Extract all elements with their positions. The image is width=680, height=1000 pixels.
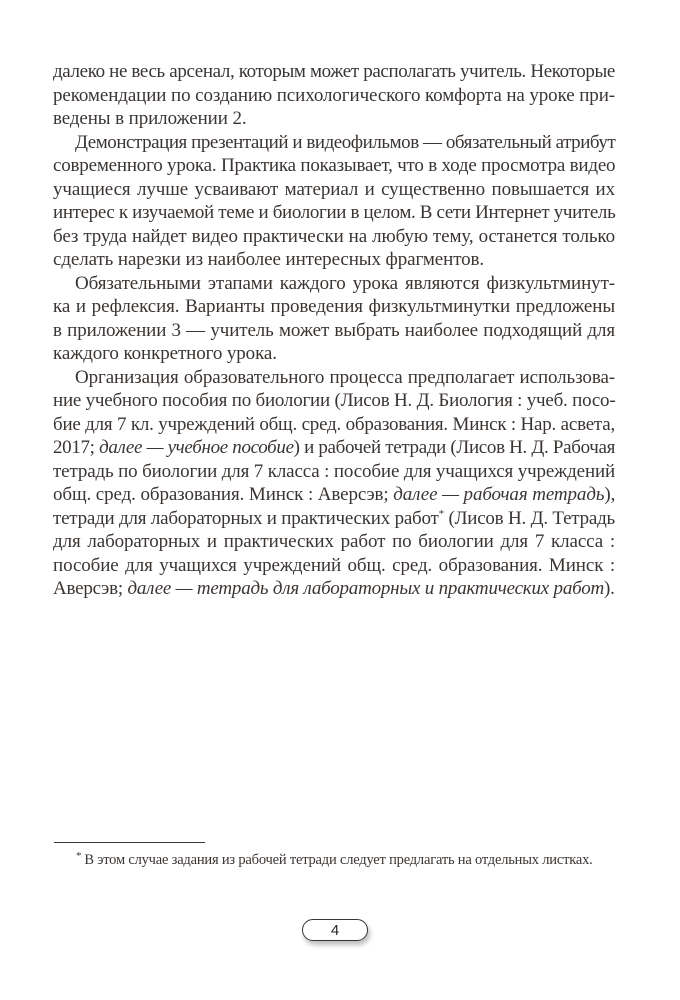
text-line [53,460,615,484]
text-line: в приложении 3 — учитель может выбрать наиболее подходящий для [53,319,615,341]
page-number-badge [302,919,368,941]
text-run: Организация образовательного процесса предполагает использова- [75,366,615,388]
text-line [53,389,615,413]
text-line [53,577,615,601]
text-line: интерес к изучаемой теме и биологии в целом. В сети Интернет учитель [53,202,616,223]
text-line: учащиеся лучше усваивают материал и существенно повышается их [53,178,615,200]
text-run: тетрадь по биологии для 7 класса : пособие для учащихся учреждений [53,460,616,482]
text-run: ). [604,578,615,599]
text-run: ), [604,484,616,505]
text-line: современного урока. Практика показывает, что в ходе просмотра видео [53,155,616,176]
text-line [53,530,615,554]
text-run: для лабораторных и практических работ по биологии для 7 класса : [53,531,615,552]
text-line: далеко не весь арсенал, которым может располагать учитель. Некоторые [53,61,615,82]
paragraph-2 [53,131,615,272]
footnote [76,850,616,870]
text-line: ка и рефлексия. Варианты проведения физкультминутки предложены [53,296,615,317]
text-run: пособие для учащихся учреждений общ. сред. образования. Минск : [53,554,615,576]
italic-run: далее — рабочая тетрадь [393,484,605,505]
text-run: тетради для лабораторных и практических работ [53,507,439,529]
text-line [53,483,615,507]
text-run: бие для 7 кл. учреждений общ. сред. образования. Минск : Нар. асвета, [53,413,615,435]
footnote-text: В этом случае задания из рабочей тетради следует предлагать на отдельных листках. [84,852,593,868]
footnote-marker: * [76,850,82,862]
paragraph-3 [53,272,615,366]
text-line [53,554,615,578]
italic-run: далее — тетрадь для лабораторных и практических работ [127,578,605,599]
body-text [53,60,615,601]
paragraph-1 [53,60,615,131]
italic-run: далее — учебное пособие [99,437,294,458]
text-line [53,436,615,460]
footnote-separator [54,842,205,843]
text-run: общ. сред. образования. Минск : Аверсэв; [53,484,394,505]
paragraph-4 [53,366,615,601]
text-line: каждого конкретного урока. [53,343,277,364]
text-line: сделать нарезки из наиболее интересных фрагментов. [53,249,485,270]
text-line: без труда найдет видео практически на любую тему, останется только [53,225,615,247]
text-line [53,413,615,437]
text-line: ведены в приложении 2. [53,108,247,129]
text-run: 2017; [53,437,100,458]
text-line [53,366,615,390]
text-run: Аверсэв; [53,578,128,599]
footnote-reference[interactable]: * [438,507,444,520]
text-line: Обязательными этапами каждого урока являются физкультминут- [75,272,615,294]
text-run: ние учебного пособия по биологии (Лисов Н. Д. Биология : учеб. посо- [53,390,616,411]
text-run: ) и рабочей тетради (Лисов Н. Д. Рабочая [293,437,615,458]
page-number: 4 [330,921,340,939]
text-line [53,507,615,531]
text-run: (Лисов Н. Д. Тетрадь [443,507,615,529]
text-line: рекомендации по созданию психологического комфорта на уроке при- [53,84,615,106]
text-line: Демонстрация презентаций и видеофильмов — обязательный атрибут [75,131,616,153]
